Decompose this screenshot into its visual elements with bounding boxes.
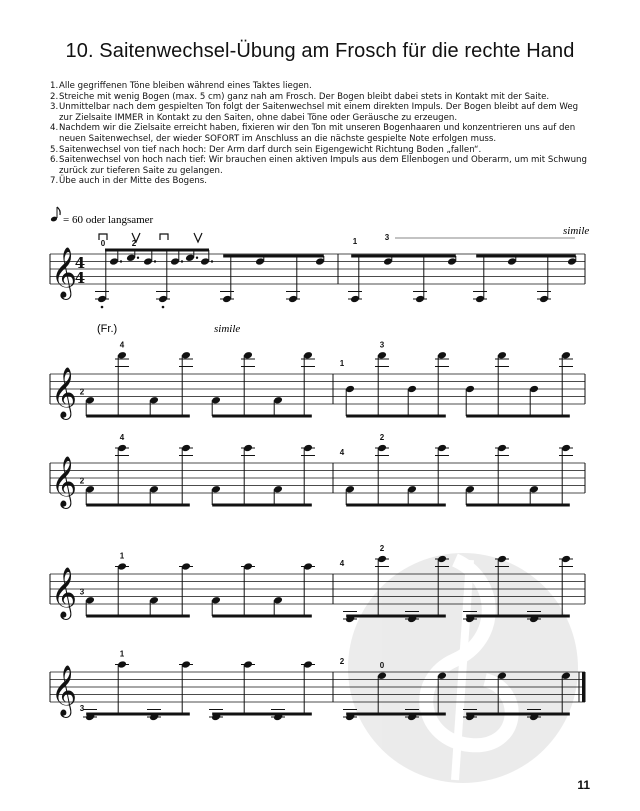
- fingering-number: 1: [119, 649, 125, 659]
- dot: [120, 260, 122, 262]
- note-beam: [212, 713, 312, 716]
- fingering-number: 2: [79, 476, 85, 486]
- note-beam: [212, 415, 312, 418]
- note-beam: [346, 615, 446, 618]
- instruction-text: Saitenwechsel von tief nach hoch: Der Arm darf durch sein Eigengewicht Richtung Boden „fallen“.: [59, 144, 482, 155]
- treble-clef-icon: 𝄞: [51, 567, 78, 618]
- dot: [154, 260, 156, 262]
- instruction-number: 3.: [50, 102, 59, 113]
- time-signature-top: 4: [74, 254, 86, 272]
- fingering-number: 2: [379, 433, 385, 442]
- instruction-text: Alle gegriffenen Töne bleiben während eines Taktes liegen.: [59, 81, 312, 91]
- time-signature-bottom: 4: [74, 269, 86, 287]
- music-staff: [50, 233, 585, 308]
- dot: [211, 260, 213, 262]
- fingering-number: 3: [384, 233, 390, 242]
- staccato-dot: [162, 306, 165, 309]
- note-beam: [346, 504, 446, 507]
- note-beam: [346, 713, 446, 716]
- note-beam: [86, 415, 190, 418]
- instruction-number: 1.: [50, 81, 59, 91]
- bowing-marks: [99, 233, 202, 242]
- tempo-marking: [50, 207, 153, 226]
- instruction-text: Nachdem wir die Zielsaite erreicht haben, fixieren wir den Ton mit unseren Bogenhaaren und konzentrieren uns auf den neuen Saitenwechsel, der wieder SOFORT im Anschluss an die nächste gespielte Note erfolgen muss.: [59, 123, 576, 144]
- fingering-number: 3: [79, 704, 85, 713]
- note-beam: [223, 255, 324, 258]
- fingering-number: 4: [339, 559, 345, 568]
- note-beam: [212, 615, 312, 618]
- treble-clef-icon: 𝄞: [51, 367, 78, 418]
- note-beam: [346, 415, 446, 418]
- treble-clef-icon: 𝄞: [51, 456, 78, 507]
- note-beam: [466, 713, 570, 716]
- dot: [137, 257, 139, 259]
- fingering-number: 0: [100, 239, 106, 248]
- note-beam: [86, 713, 190, 716]
- instruction-text: Übe auch in der Mitte des Bogens.: [59, 176, 208, 187]
- music-staff: [50, 340, 585, 420]
- instruction-number: 2.: [50, 91, 59, 102]
- fingering-number: 3: [379, 340, 385, 350]
- page-title: 10. Saitenwechsel-Übung am Frosch für die rechte Hand: [65, 40, 575, 62]
- fingering-number: 3: [79, 587, 85, 597]
- note-beam: [212, 504, 312, 507]
- fingering-number: 1: [119, 551, 125, 561]
- instruction-number: 5.: [50, 144, 59, 155]
- note-beam: [476, 255, 576, 258]
- page-number: 11: [577, 778, 590, 792]
- simile-marking-bottom: simile: [214, 323, 241, 335]
- fingering-number: 2: [379, 544, 385, 553]
- fingering-number: 0: [379, 660, 385, 670]
- fingering-number: 2: [339, 657, 345, 666]
- fingering-number: 4: [339, 448, 345, 457]
- note-beam: [105, 249, 209, 252]
- dot: [181, 260, 183, 262]
- note-beam: [351, 255, 456, 258]
- instruction-text: Streiche mit wenig Bogen (max. 5 cm) ganz nah am Frosch. Der Bogen bleibt dabei stets in Kontakt mit der Saite.: [59, 91, 550, 102]
- note-beam: [466, 415, 570, 418]
- frog-marking: (Fr.): [97, 323, 118, 335]
- fingering-number: 1: [352, 237, 358, 246]
- note-beam: [86, 615, 190, 618]
- instruction-number: 4.: [50, 123, 59, 134]
- instruction-number: 6.: [50, 155, 59, 166]
- dot: [196, 257, 198, 259]
- final-barline: [582, 672, 586, 702]
- fingering-number: 4: [119, 433, 125, 442]
- treble-clef-icon: 𝄞: [51, 665, 78, 716]
- staccato-dot: [101, 306, 104, 309]
- note-beam: [466, 504, 570, 507]
- tempo-text: = 60 oder langsamer: [63, 214, 154, 226]
- fingering-number: 2: [79, 387, 85, 397]
- instruction-number: 7.: [50, 176, 59, 187]
- fingering-number: 2: [131, 239, 137, 248]
- simile-marking-top: simile: [563, 225, 590, 237]
- music-staff: [50, 433, 585, 509]
- note-beam: [86, 504, 190, 507]
- fingering-number: 4: [119, 340, 125, 350]
- instruction-text: Saitenwechsel von hoch nach tief: Wir brauchen einen aktiven Impuls aus dem Ellenbogen und Oberarm, um mit Schwung zurück zur tieferen Saite zu gelangen.: [59, 155, 587, 176]
- instruction-text: Unmittelbar nach dem gespielten Ton folgt der Saitenwechsel mit einem direkten Impuls. Der Bogen bleibt auf dem Weg zur Zielsaite IMMER in Kontakt zu den Saiten, ohne dabei Töne oder Geräusche zu erzeugen.: [59, 102, 579, 123]
- note-beam: [466, 615, 570, 618]
- fingering-number: 1: [339, 359, 345, 368]
- treble-clef-icon: 𝄞: [51, 247, 78, 298]
